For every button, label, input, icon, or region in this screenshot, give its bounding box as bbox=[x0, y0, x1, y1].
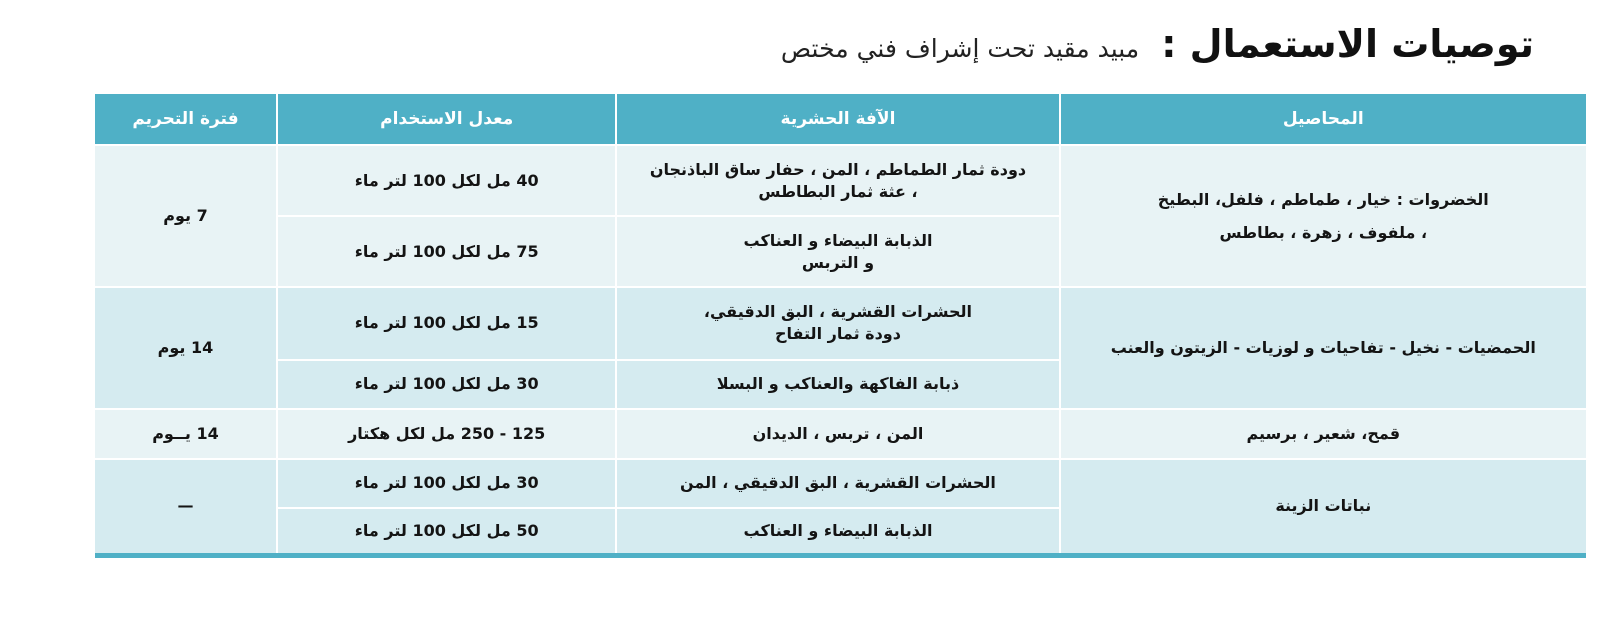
crop-cell: نباتات الزينة bbox=[1060, 459, 1586, 556]
table-row bbox=[95, 145, 1586, 216]
pest-cell: الذبابة البيضاء و العناكب bbox=[616, 508, 1059, 556]
table-row bbox=[95, 287, 1586, 359]
pest-cell: الحشرات القشرية ، البق الدقيقي، دودة ثمار التفاح bbox=[616, 287, 1059, 359]
page-title: توصيات الاستعمال : bbox=[1161, 22, 1534, 66]
column-header-pest: الآفة الحشرية bbox=[616, 94, 1059, 145]
rate-cell: 50 مل لكل 100 لتر ماء bbox=[277, 508, 616, 556]
column-header-rate: معدل الاستخدام bbox=[277, 94, 616, 145]
pest-cell: الحشرات القشرية ، البق الدقيقي ، المن bbox=[616, 459, 1059, 509]
page-subtitle: مبيد مقيد تحت إشراف فني مختص bbox=[780, 34, 1140, 63]
rate-cell: 30 مل لكل 100 لتر ماء bbox=[277, 360, 616, 410]
pest-cell: ذبابة الفاكهة والعناكب و البسلا bbox=[616, 360, 1059, 410]
crop-cell: قمح، شعير ، برسيم bbox=[1060, 409, 1586, 459]
column-header-period: فترة التحريم bbox=[95, 94, 277, 145]
column-header-crops: المحاصيل bbox=[1060, 94, 1586, 145]
period-cell: 7 يوم bbox=[95, 145, 277, 287]
period-cell: — bbox=[95, 459, 277, 556]
table-row bbox=[95, 409, 1586, 459]
pest-cell: المن ، تربس ، الديدان bbox=[616, 409, 1059, 459]
pest-cell: الذبابة البيضاء و العناكب و التربس bbox=[616, 216, 1059, 287]
period-cell: 14 يــوم bbox=[95, 409, 277, 459]
recommendations-table bbox=[95, 94, 1586, 558]
header bbox=[781, 22, 1534, 66]
crop-cell: الخضروات : خيار ، طماطم ، فلفل، البطيخ ، ملفوف ، زهرة ، بطاطس bbox=[1060, 145, 1586, 287]
rate-cell: 40 مل لكل 100 لتر ماء bbox=[277, 145, 616, 216]
crop-cell: الحمضيات - نخيل - تفاحيات و لوزيات - الزيتون والعنب bbox=[1060, 287, 1586, 409]
table-header-row bbox=[95, 94, 1586, 145]
period-cell: 14 يوم bbox=[95, 287, 277, 409]
rate-cell: 125 - 250 مل لكل هكتار bbox=[277, 409, 616, 459]
table-row bbox=[95, 459, 1586, 509]
rate-cell: 75 مل لكل 100 لتر ماء bbox=[277, 216, 616, 287]
pest-cell: دودة ثمار الطماطم ، المن ، حفار ساق الباذنجان ، عثة ثمار البطاطس bbox=[616, 145, 1059, 216]
rate-cell: 15 مل لكل 100 لتر ماء bbox=[277, 287, 616, 359]
rate-cell: 30 مل لكل 100 لتر ماء bbox=[277, 459, 616, 509]
